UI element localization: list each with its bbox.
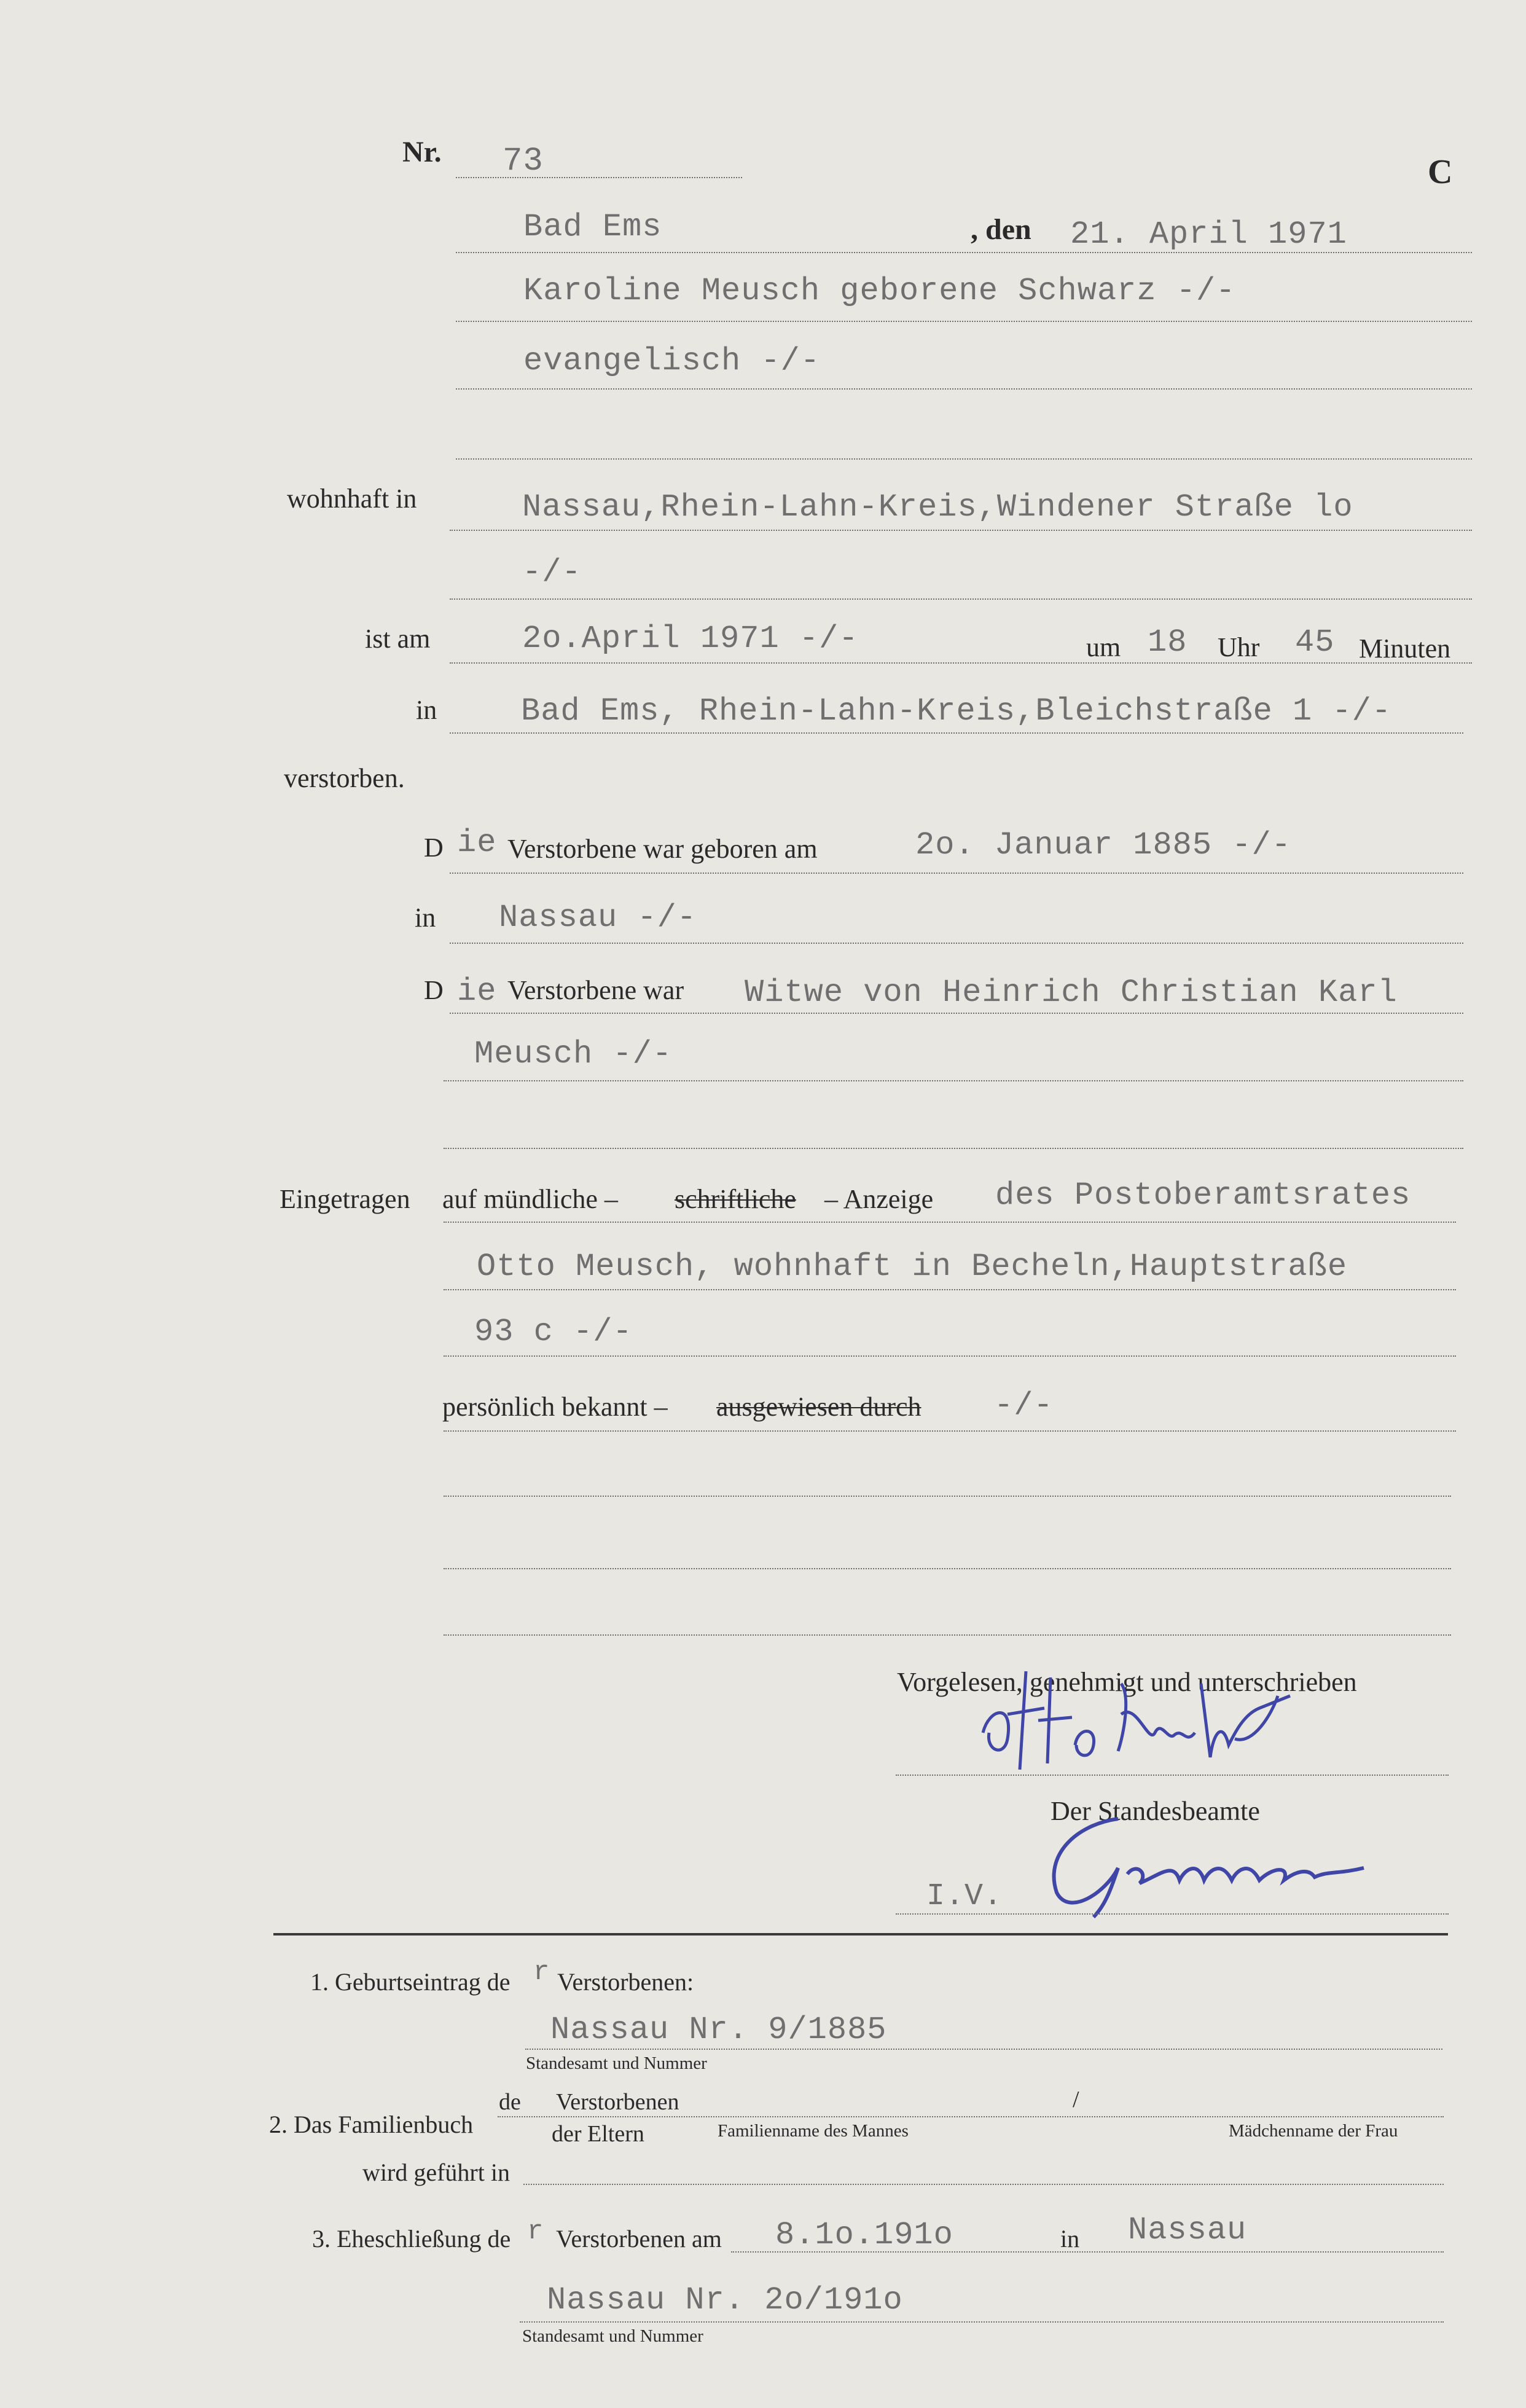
note3-suffix: r xyxy=(527,2216,544,2247)
note3-value: Nassau Nr. 2o/191o xyxy=(547,2282,903,2318)
blank-line-5 xyxy=(444,1634,1451,1636)
religion-value: evangelisch -/- xyxy=(523,343,821,379)
death-date-value: 2o.April 1971 -/- xyxy=(522,621,859,657)
minute-value: 45 xyxy=(1295,624,1335,661)
address-line2-rule xyxy=(450,598,1472,600)
bekannt-label: persönlich bekannt – xyxy=(442,1392,668,1422)
ist-am-label: ist am xyxy=(365,624,431,654)
muendlich-label: auf mündliche – xyxy=(442,1184,618,1214)
birth-place-line xyxy=(450,943,1463,944)
registrar-signature-line xyxy=(896,1913,1449,1915)
informant-line3: 93 c -/- xyxy=(474,1314,633,1350)
note2-de: de xyxy=(499,2089,521,2115)
um-label: um xyxy=(1086,632,1121,662)
informant-line2: Otto Meusch, wohnhaft in Becheln,Hauptstraße xyxy=(477,1249,1348,1285)
note3-label: 3. Eheschließung de xyxy=(312,2225,511,2253)
address-line1: Nassau,Rhein-Lahn-Kreis,Windener Straße lo xyxy=(522,489,1353,525)
minuten-label: Minuten xyxy=(1359,633,1451,664)
anzeige-label: – Anzeige xyxy=(824,1184,934,1214)
nr-label: Nr. xyxy=(402,136,442,168)
blank-line-1 xyxy=(456,458,1472,460)
ausgewiesen-label: ausgewiesen durch xyxy=(716,1392,921,1422)
note1-suffix: r xyxy=(533,1957,550,1988)
note3-date: 8.1o.191o xyxy=(775,2217,953,2253)
verstorben-label: verstorben. xyxy=(284,763,405,793)
note1-label: 1. Geburtseintrag de xyxy=(310,1968,511,1996)
note1-value: Nassau Nr. 9/1885 xyxy=(550,2012,887,2048)
hour-value: 18 xyxy=(1148,624,1188,661)
bekannt-rule xyxy=(444,1430,1456,1432)
blank-line-4 xyxy=(444,1568,1451,1569)
note2-gefuehrt-label: wird geführt in xyxy=(362,2159,510,2186)
iv-label: I.V. xyxy=(926,1879,1003,1914)
spouse-line2-rule xyxy=(444,1080,1463,1081)
informant-line1-rule xyxy=(444,1222,1456,1223)
spouse-line1-rule xyxy=(450,1013,1463,1014)
spouse-line2: Meusch -/- xyxy=(474,1036,673,1072)
war-label: Verstorbene war xyxy=(507,975,684,1005)
nr-line xyxy=(456,177,742,178)
note3-place: Nassau xyxy=(1128,2212,1247,2248)
note2-rule xyxy=(498,2116,1444,2117)
standesbeamte-label: Der Standesbeamte xyxy=(1051,1796,1260,1826)
section-separator xyxy=(273,1933,1448,1935)
nr-value: 73 xyxy=(503,143,544,180)
informant-signature-line xyxy=(896,1775,1449,1776)
note2-slash: / xyxy=(1073,2087,1079,2112)
eingetragen-label: Eingetragen xyxy=(280,1184,410,1214)
ie-suffix: ie xyxy=(457,825,497,861)
birth-date-value: 2o. Januar 1885 -/- xyxy=(915,827,1291,863)
born-label: Verstorbene war geboren am xyxy=(507,834,818,864)
note1-tail: Verstorbenen: xyxy=(557,1968,694,1996)
ausgewiesen-value: -/- xyxy=(994,1387,1054,1424)
wohnhaft-label: wohnhaft in xyxy=(287,484,417,514)
address-line2: -/- xyxy=(522,554,582,590)
birth-place-value: Nassau -/- xyxy=(499,900,697,936)
uhr-label: Uhr xyxy=(1218,632,1260,662)
informant-signature xyxy=(971,1659,1352,1819)
note3-mid: Verstorbenen am xyxy=(556,2225,722,2253)
death-place-line xyxy=(450,732,1463,734)
ie-suffix-2: ie xyxy=(457,973,497,1010)
birth-in-label: in xyxy=(415,903,436,933)
schriftlich-label: schriftliche xyxy=(675,1184,796,1214)
death-in-label: in xyxy=(416,695,437,725)
date-value: 21. April 1971 xyxy=(1070,216,1347,253)
informant-line1: des Postoberamtsrates xyxy=(995,1177,1411,1214)
spouse-line1: Witwe von Heinrich Christian Karl xyxy=(745,975,1398,1011)
address-line1-rule xyxy=(450,530,1472,531)
d-prefix: D xyxy=(424,833,444,863)
religion-line xyxy=(456,388,1472,390)
birth-date-line xyxy=(450,873,1463,874)
blank-line-3 xyxy=(444,1496,1451,1497)
note3-caption: Standesamt und Nummer xyxy=(522,2326,703,2346)
note2-mannes-caption: Familienname des Mannes xyxy=(718,2121,909,2141)
note3-in: in xyxy=(1060,2225,1080,2253)
d-prefix-2: D xyxy=(424,975,444,1005)
name-line xyxy=(456,321,1472,322)
informant-line2-rule xyxy=(444,1289,1456,1290)
note3-value-rule xyxy=(520,2321,1444,2323)
note2-frau-caption: Mädchenname der Frau xyxy=(1229,2121,1398,2141)
note1-rule xyxy=(525,2049,1442,2050)
death-place-value: Bad Ems, Rhein-Lahn-Kreis,Bleichstraße 1 -/- xyxy=(521,693,1392,729)
vorgelesen-label: Vorgelesen, genehmigt und unterschrieben xyxy=(897,1667,1357,1697)
death-date-line xyxy=(450,662,1472,664)
name-value: Karoline Meusch geborene Schwarz -/- xyxy=(523,273,1236,309)
note1-caption: Standesamt und Nummer xyxy=(526,2053,707,2073)
informant-line3-rule xyxy=(444,1355,1456,1357)
note2-gefuehrt-rule xyxy=(523,2184,1444,2185)
corner-letter: C xyxy=(1428,153,1453,191)
registrar-signature xyxy=(1020,1796,1388,1923)
note2-label: 2. Das Familienbuch xyxy=(269,2111,474,2138)
note2-verstorbenen: Verstorbenen xyxy=(556,2089,679,2115)
note3-rule xyxy=(731,2251,1444,2253)
place-date-line xyxy=(456,252,1472,253)
note2-eltern: der Eltern xyxy=(552,2121,644,2147)
den-label: , den xyxy=(971,213,1031,246)
place-value: Bad Ems xyxy=(523,209,662,245)
blank-line-2 xyxy=(444,1148,1463,1149)
